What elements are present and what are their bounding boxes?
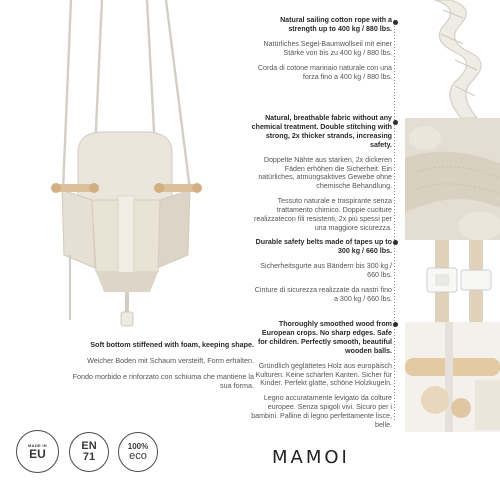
feature-wood-it: Legno accuratamente levigato da colture europee. Senza spigoli vivi. Sicuro per i bambini. Palline di legno perfettamente lisce, belle. xyxy=(251,394,392,430)
badge-eco: eco xyxy=(129,450,147,462)
eco-badge xyxy=(118,432,158,472)
guide-dot xyxy=(393,240,398,245)
wood-photo xyxy=(405,322,500,432)
caption-it: Fondo morbido e rinforzato con schiuma che mantiene la sua forma. xyxy=(72,372,254,390)
buckle-photo xyxy=(405,240,500,322)
feature-belts-en: Durable safety belts made of tapes up to 300 kg / 660 lbs. xyxy=(255,238,392,255)
guide-dot xyxy=(393,120,398,125)
feature-rope-en: Natural sailing cotton rope with a strength up to 400 kg / 880 lbs. xyxy=(280,16,392,33)
feature-belts xyxy=(251,238,392,303)
badge-made-in: MADE IN xyxy=(28,443,47,448)
feature-belts-de: Sicherheitsgurte aus Bändern bis 300 kg / 660 lbs. xyxy=(260,261,392,279)
guide-line xyxy=(394,20,395,420)
feature-wood-de: Gründlich geglättetes Holz aus europäisch Kulturen. Keine scharfen Kanten. Sicher für Kinder. Perfekt glatte, schöne Holzkugeln. xyxy=(255,361,392,388)
feature-wood xyxy=(251,320,392,430)
feature-fabric-it: Tessuto naturale e traspirante senza trattamento chimico. Doppie cuciture realizzatecon fili resistenti, 2x più spessi per una maggiore sicurezza. xyxy=(254,197,392,232)
badge-eu: EU xyxy=(29,447,46,461)
feature-fabric xyxy=(251,114,392,233)
feature-wood-en: Thoroughly smoothed wood from European crops. No sharp edges. Safe for children. Perfectly smooth, beautiful wooden balls. xyxy=(257,320,392,355)
rope-photo xyxy=(405,0,500,118)
feature-belts-it: Cinture di sicurezza realizzate da nastri fino a 300 kg / 660 lbs. xyxy=(254,285,392,303)
badge-100: 100% xyxy=(127,442,149,451)
guide-dot xyxy=(393,322,398,327)
en71-badge xyxy=(69,432,109,472)
feature-fabric-de: Doppelte Nähte aus starken, 2x dickeren Fäden erhöhen die Sicherheit. Ein natürliches, atmungsaktives Gewebe ohne chemische Behandlung. xyxy=(258,155,392,191)
caption-en: Soft bottom stiffened with foam, keeping shape. xyxy=(90,340,254,349)
feature-fabric-en: Natural, breathable fabric without any chemical treatment. Double stitching with strong, 2x thicker strands, increasing safety. xyxy=(251,114,392,149)
feature-rope-it: Corda di cotone marinaio naturale con una forza fino a 400 kg / 880 lbs. xyxy=(257,63,392,81)
swing-product-image xyxy=(0,0,250,340)
feature-rope-de: Natürliches Segel-Baumwollseil mit einer Stärke von bis zu 400 kg / 880 lbs. xyxy=(263,39,392,57)
badge-71: 71 xyxy=(82,451,96,463)
brand-logo: MAMOI xyxy=(272,447,350,468)
feature-rope xyxy=(251,16,392,81)
made-in-eu-badge xyxy=(16,430,59,473)
caption-de: Weicher Boden mit Schaum versteift, Form erhalten. xyxy=(87,356,254,365)
fabric-photo xyxy=(405,118,500,240)
guide-dot xyxy=(393,20,398,25)
seat-bottom-caption xyxy=(60,340,254,390)
badge-en: EN xyxy=(81,440,97,452)
